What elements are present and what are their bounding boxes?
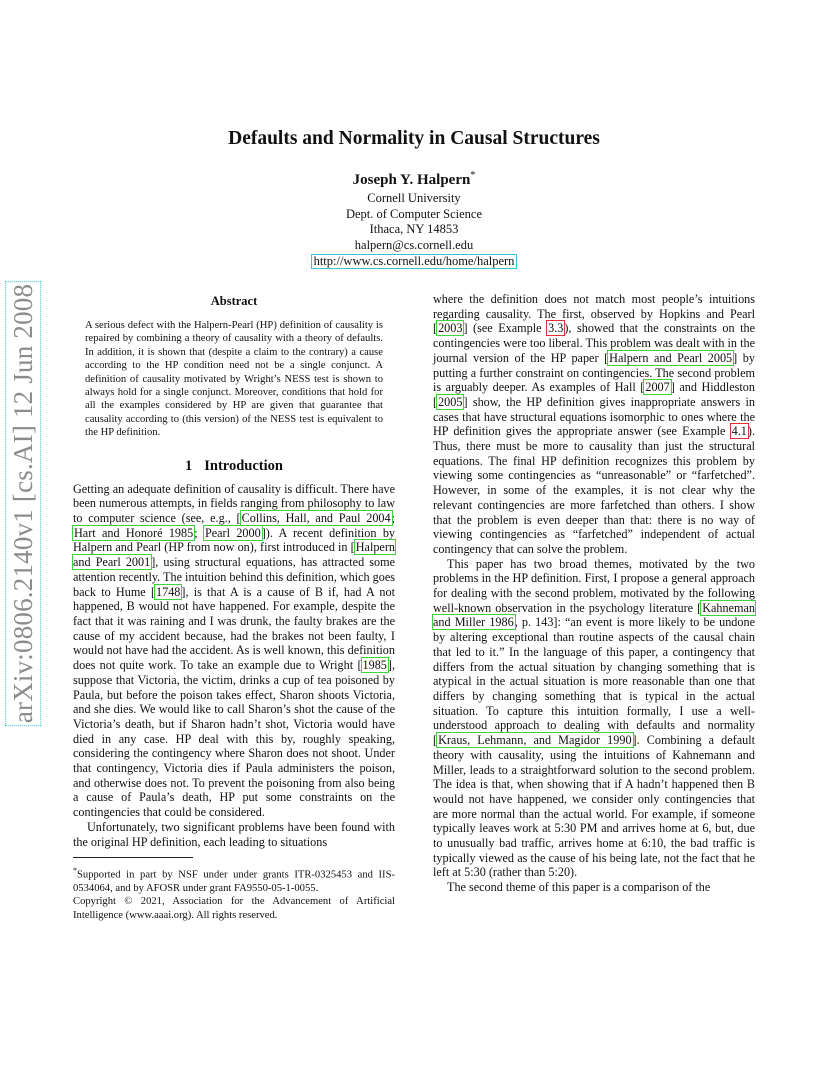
citation-kraus-1990[interactable]: Kraus, Lehmann, and Magidor 1990	[438, 733, 632, 748]
citation-hiddleston-2005[interactable]: 2005	[438, 394, 463, 409]
paper-header	[0, 128, 828, 270]
citation-pearl-2000[interactable]: Pearl 2000	[204, 525, 261, 540]
citation-collins-2004[interactable]: Collins, Hall, and Paul 2004	[241, 511, 391, 526]
citation-halpern-pearl-2005[interactable]: Halpern and Pearl 2005	[609, 350, 733, 365]
right-column	[433, 292, 755, 895]
affiliation-university: Cornell University	[367, 191, 461, 205]
ref-example-4-1[interactable]: 4.1	[731, 424, 747, 439]
author-name: Joseph Y. Halpern*	[352, 170, 476, 188]
citation-hume-1748[interactable]: 1748	[156, 584, 181, 599]
author-email: halpern@cs.cornell.edu	[354, 237, 474, 252]
citation-kahneman-miller-1986[interactable]: Kahneman and Miller 1986	[433, 600, 755, 630]
footnote-copyright: Copyright © 2021, Association for the Advancement of Artificial Intelligence (www.aaai.org). All rights reserved.	[73, 896, 395, 921]
section-title: Introduction	[204, 457, 283, 474]
author-footnote-mark: *	[470, 170, 476, 181]
arxiv-stamp	[2, 268, 46, 738]
footnote-funding: *Supported in part by NSF under under grants ITR-0325453 and IIS-0534064, and by AFOSR under grant FA9550-05-1-0055.	[73, 866, 395, 895]
affiliation-location: Ithaca, NY 14853	[369, 222, 459, 236]
affiliation-department: Dept. of Computer Science	[345, 206, 483, 221]
citation-halpern-pearl-2001[interactable]: Halpern and Pearl 2001	[73, 540, 395, 570]
intro-paragraph-1: Getting an adequate definition of causality is difficult. There have been numerous attempts, in fields ranging from philosophy to law to computer science (see, e.g., [Collins, Hall, and Paul 2004; Hart and Honoré 1985; Pearl 2000]). A recent definition by Halpern and Pearl (HP from now on), first introduced in [Halpern and Pearl 2001], using structural equations, has attracted some attention recently. The intuition behind this definition, which goes back to Hume [1748], is that A is a cause of B if, had A not happened, B would not have happened. For example, despite the fact that it was raining and I was drunk, the faulty brakes are the cause of my accident because, had the brakes not been faulty, I would not have had the accident. As is well known, this definition does not quite work. To take an example due to Wright [1985], suppose that Victoria, the victim, drinks a cup of tea poisoned by Paula, but before the poison takes effect, Sharon shoots Victoria, and she dies. We would like to call Sharon’s shot the cause of the Victoria’s death, but if Sharon hadn’t shot, Victoria would have died in any case. HP deal with this by, roughly speaking, considering the contingency where Sharon does not shoot. Under that contingency, Victoria dies if Paula administers the poison, and otherwise does not. To prevent the poisoning from also being a cause of Paula’s death, HP put some constraints on the contingencies that could be considered.	[73, 481, 396, 820]
author-homepage-link[interactable]: http://www.cs.cornell.edu/home/halpern	[311, 254, 518, 269]
paper-title: Defaults and Normality in Causal Structures	[228, 128, 600, 149]
abstract-text: A serious defect with the Halpern-Pearl (HP) definition of causality is repaired by combining a theory of causality with a theory of defaults. In addition, it is shown that (despite a claim to the contrary) a cause according to the HP condition need not be a single conjunct. A definition of causality motivated by Wright’s NESS test is shown to always hold for a single conjunct. Moreover, conditions that hold for all the examples considered by HP are given that guarantee that causality according to (this version) of the NESS test is equivalent to the HP definition.	[85, 320, 383, 439]
citation-hall-2007[interactable]: 2007	[645, 380, 670, 395]
footnote-divider	[73, 857, 193, 858]
arxiv-id-link[interactable]: arXiv:0806.2140v1 [cs.AI] 12 Jun 2008	[8, 283, 39, 723]
intro-paragraph-4: This paper has two broad themes, motivated by the two problems in the HP definition. First, I propose a general approach for dealing with the second problem, motivated by the following well-known observation in the psychology literature [Kahneman and Miller 1986, p. 143]: “an event is more likely to be undone by altering exceptional than routine aspects of the causal chain that led to it.” In the language of this paper, a contingency that differs from the actual situation by changing something that is atypical in the actual situation is more reasonable than one that differs by changing something that is typical in the actual situation. To capture this intuition formally, I use a well-understood approach to dealing with defaults and normality [Kraus, Lehmann, and Magidor 1990]. Combining a default theory with causality, using the intuitions of Kahnemann and Miller, leads to a straightforward solution to the second problem. The idea is that, when showing that if A hadn’t happened then B would not have happened, we consider only contingencies that are more normal than the actual world. For example, if someone typically leaves work at 5:30 PM and arrives home at 6, but, due to unusually bad traffic, arrives home at 6:10, the bad traffic is typically viewed as the cause of his being late, not the fact that he left at 5:30 (rather than 5:20).	[433, 556, 755, 880]
section-heading-introduction	[73, 458, 395, 475]
citation-hopkins-2003[interactable]: 2003	[438, 321, 463, 336]
citation-hart-1985[interactable]: Hart and Honoré 1985	[74, 525, 194, 540]
ref-example-3-3[interactable]: 3.3	[548, 321, 564, 336]
section-number: 1	[185, 457, 193, 474]
intro-paragraph-3: where the definition does not match most people’s intuitions regarding causality. The first, observed by Hopkins and Pearl [2003] (see Example 3.3), showed that the constraints on the contingencies were too liberal. This problem was dealt with in the journal version of the HP paper [Halpern and Pearl 2005] by putting a further constraint on contingencies. The second problem is arguably deeper. As examples of Hall [2007] and Hiddleston [2005] show, the HP definition gives inappropriate answers in cases that have structural equations isomorphic to ones where the HP definition gives the appropriate answer (see Example 4.1). Thus, there must be more to causality than just the structural equations. The final HP definition recognizes this problem by viewing some contingencies as “unreasonable” or “farfetched”. However, in some of the examples, it is not clear why the relevant contingencies are more farfetched than others. I show that the problem is even deeper than that: there is no way of viewing contingencies as “farfetched” independent of actual contingency that can solve the problem.	[433, 292, 756, 556]
intro-paragraph-2: Unfortunately, two significant problems have been found with the original HP definition, each leading to situations	[73, 819, 395, 849]
intro-paragraph-5: The second theme of this paper is a comparison of the	[447, 880, 711, 895]
left-column	[73, 292, 395, 922]
abstract-heading: Abstract	[210, 294, 258, 308]
citation-wright-1985[interactable]: 1985	[362, 658, 387, 673]
